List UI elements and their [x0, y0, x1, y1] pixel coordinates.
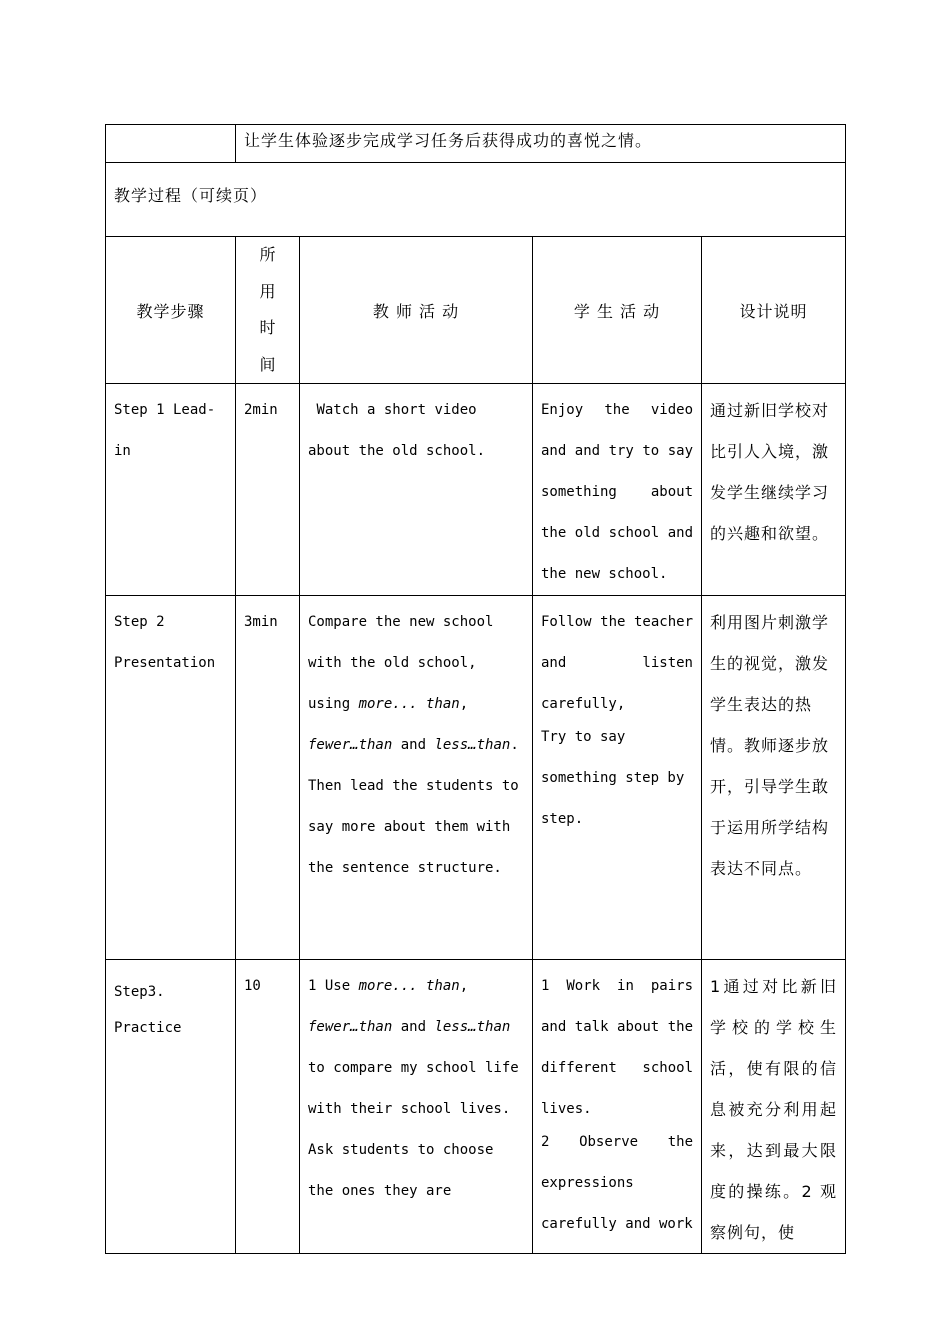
- student-activity: [533, 960, 701, 1245]
- design-note: 通过新旧学校对比引人入境，激发学生继续学习的兴趣和欲望。: [710, 401, 830, 543]
- structure-less-than: less…than: [434, 737, 511, 753]
- student-activity-line1: 1 Work in pairs and talk about the different school lives.: [541, 978, 693, 1117]
- section-title-row: [106, 163, 846, 237]
- lesson-plan-table: [105, 124, 846, 1254]
- text-run: ,: [459, 696, 469, 712]
- header-step: [106, 237, 236, 384]
- step-label-line2: Practice: [114, 1020, 182, 1036]
- header-student: [533, 237, 702, 384]
- step-label-line1: Step3.: [114, 984, 165, 1000]
- step-label-line2: Presentation: [114, 655, 216, 671]
- time-value: 3min: [244, 614, 278, 630]
- structure-fewer-than: fewer…than: [308, 737, 393, 753]
- teacher-cell: [300, 384, 533, 596]
- header-student-label: 学 生 活 动: [573, 301, 661, 321]
- student-cell: [533, 960, 702, 1254]
- text-run: ,: [459, 978, 469, 994]
- header-teacher: [300, 237, 533, 384]
- design-cell: [702, 960, 846, 1254]
- student-cell: [533, 596, 702, 960]
- design-cell: [702, 596, 846, 960]
- objective-row: [106, 125, 846, 163]
- step-cell: [106, 384, 236, 596]
- header-design: [702, 237, 846, 384]
- header-time: [236, 237, 300, 384]
- text-run: . Then lead the students to say more about them with the sentence structure.: [308, 737, 519, 876]
- header-teacher-label: 教 师 活 动: [372, 301, 460, 321]
- text-run: and: [392, 737, 435, 753]
- step-label: [106, 596, 235, 684]
- text-run: and: [392, 1019, 435, 1035]
- design-note: 利用图片刺激学生的视觉，激发学生表达的热情。教师逐步放开，引导学生敢于运用所学结构表达不同点。: [710, 613, 830, 878]
- structure-fewer-than: fewer…than: [308, 1019, 393, 1035]
- time-cell: [236, 596, 300, 960]
- objective-cell: [236, 125, 846, 163]
- header-time-char: 用: [259, 281, 276, 301]
- time-value: 2min: [244, 402, 278, 418]
- student-activity-line1: Follow the teacher and listen carefully,: [541, 614, 693, 712]
- step-label-line1: Step 2: [114, 614, 165, 630]
- student-activity: Enjoy the video and and try to say something about the old school and the new school.: [541, 402, 693, 582]
- student-activity: [533, 596, 701, 840]
- table-row: [106, 384, 846, 596]
- student-cell: [533, 384, 702, 596]
- header-time-char: 时: [259, 318, 276, 337]
- objective-empty-cell: [106, 125, 236, 163]
- student-activity-line2: 2 Observe the expressions carefully and work: [541, 1134, 693, 1232]
- teacher-activity: [300, 960, 532, 1212]
- structure-more-than: more... than: [358, 978, 460, 994]
- step-cell: [106, 596, 236, 960]
- time-cell: [236, 960, 300, 1254]
- step-label: Step 1 Lead-in: [114, 402, 216, 459]
- header-time-char: 所: [259, 245, 276, 264]
- text-run: 1 Use: [308, 978, 359, 994]
- design-note: 1通过对比新旧学校的学校生活，使有限的信息被充分利用起来，达到最大限度的操练。2 观察例句，使: [710, 977, 838, 1242]
- text-run: Compare the new school with the old school, using: [308, 614, 494, 712]
- text-run: to compare my school life with their school lives. Ask students to choose the ones they are: [308, 1060, 519, 1199]
- time-value: 10: [244, 978, 261, 994]
- section-title: 教学过程（可续页）: [114, 186, 268, 205]
- header-row: [106, 237, 846, 384]
- section-title-cell: [106, 163, 846, 237]
- step-cell: [106, 960, 236, 1254]
- teacher-cell: [300, 596, 533, 960]
- objective-text: 让学生体验逐步完成学习任务后获得成功的喜悦之情。: [244, 131, 653, 150]
- header-time-char: 间: [259, 354, 276, 374]
- header-design-label: 设计说明: [739, 301, 808, 321]
- teacher-activity: [300, 596, 532, 889]
- structure-more-than: more... than: [358, 696, 460, 712]
- table-row: [106, 960, 846, 1254]
- design-cell: [702, 384, 846, 596]
- teacher-activity: Watch a short video about the old school.: [308, 402, 486, 459]
- teacher-cell: [300, 960, 533, 1254]
- table-row: [106, 596, 846, 960]
- student-activity-line2: Try to say something step by step.: [541, 729, 685, 827]
- header-step-label: 教学步骤: [136, 301, 205, 321]
- step-label: [106, 960, 235, 1046]
- structure-less-than: less…than: [434, 1019, 511, 1035]
- time-cell: [236, 384, 300, 596]
